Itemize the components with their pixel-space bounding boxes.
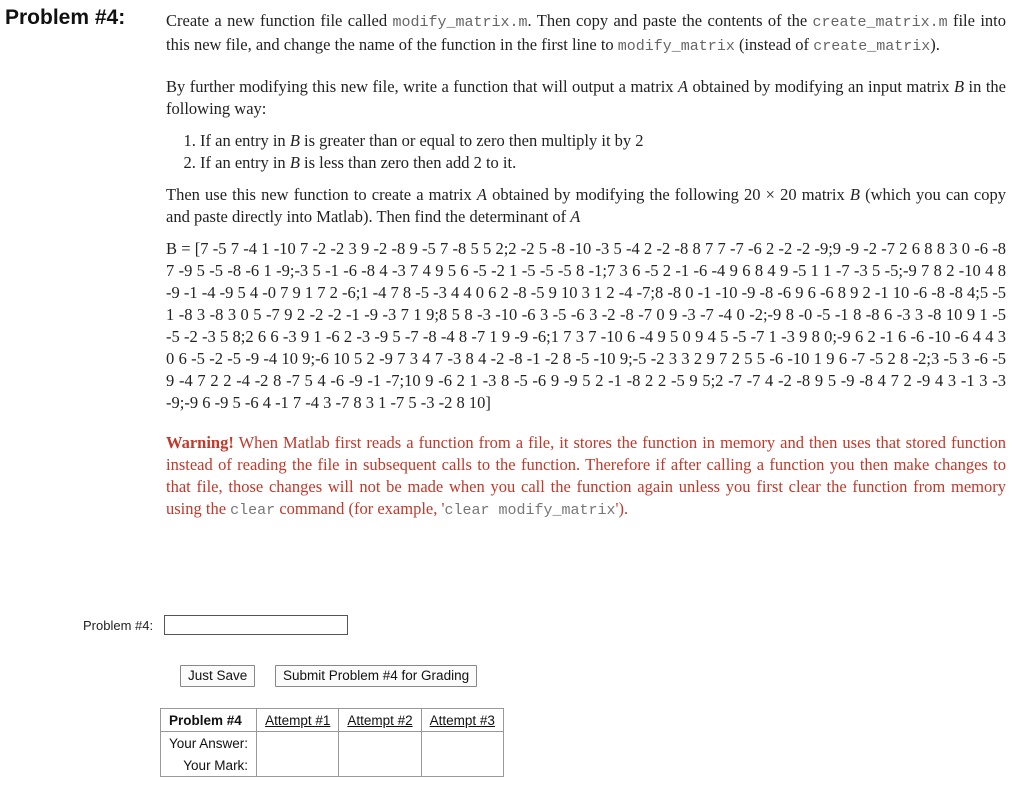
your-mark-label: Your Mark: <box>161 754 257 777</box>
warning-paragraph: Warning! When Matlab first reads a function from a file, it stores the function in memory and then uses that stored function instead of reading the file in subsequent calls to the function. Therefore if after calling a function you then make changes to that file, those changes will not be made when you call the function again unless you first clear the function from memory using the clear command (for example, 'clear modify_matrix'). <box>166 433 1006 519</box>
rule-item: 1. If an entry in B is greater than or equal to zero then multiply it by 2 <box>200 130 1006 152</box>
code-modify-matrix: modify_matrix <box>617 38 735 55</box>
attempts-table <box>160 708 504 777</box>
attempt-3-answer <box>421 732 503 755</box>
problem-statement <box>166 10 1006 522</box>
rules-list <box>166 130 1006 174</box>
code-clear: clear <box>230 502 276 519</box>
answer-label: Problem #4: <box>83 618 154 633</box>
code-create-matrix: create_matrix <box>813 38 931 55</box>
submit-for-grading-button[interactable]: Submit Problem #4 for Grading <box>275 665 477 687</box>
just-save-button[interactable]: Just Save <box>180 665 255 687</box>
attempt-1-link[interactable]: Attempt #1 <box>265 712 331 728</box>
code-modify-matrix-file: modify_matrix.m <box>392 14 528 31</box>
code-clear-example: clear modify_matrix <box>444 502 616 519</box>
attempt-2-answer <box>339 732 421 755</box>
problem-title: Problem #4: <box>5 6 126 29</box>
intro-paragraph: Create a new function file called modify_matrix.m. Then copy and paste the contents of the create_matrix.m file into this new file, and change the name of the function in the first line to modify_matrix (instead of create_matrix). <box>166 11 1006 55</box>
instructions-paragraph: By further modifying this new file, write a function that will output a matrix A obtained by modifying an input matrix B in the following way: <box>166 77 1006 118</box>
attempts-header: Problem #4 <box>161 709 257 732</box>
warning-label: Warning! <box>166 433 234 452</box>
rule-item: 2. If an entry in B is less than zero then add 2 to it. <box>200 152 1006 174</box>
code-create-matrix-file: create_matrix.m <box>812 14 948 31</box>
attempt-2-link[interactable]: Attempt #2 <box>347 712 413 728</box>
matrix-b-text: B = [7 -5 7 -4 1 -10 7 -2 -2 3 9 -2 -8 9 -5 7 -8 5 5 2;2 -2 5 -8 -10 -3 5 -4 2 -2 -8 8 7 7 -7 -6 2 -2 -2 -9;9 -9 -2 -7 2 6 8 8 3 0 -6 -8 7 -9 5 -5 -8 -6 1 -9;-3 5 -1 -6 -8 4 -3 7 4 9 5 6 -5 -2 1 -5 -5 -5 8 -1;7 3 6 -5 2 -1 -6 -4 9 6 8 4 9 -5 1 1 -7 -3 5 -5;-9 7 8 2 -10 4 8 -9 -1 -4 -9 5 4 -0 7 9 1 7 2 -6;1 -4 7 8 -5 -3 4 4 0 6 2 -8 -5 9 10 3 1 2 -4 -7;8 -8 0 -1 -10 -9 -8 -6 9 6 -6 8 9 2 -1 10 -6 -8 -8 4;5 -5 1 -8 3 -8 3 0 5 -7 9 2 -2 -2 -1 -9 -3 7 1 9;8 5 8 -3 -10 -6 3 -5 -6 3 -2 -8 -7 0 9 -3 -7 -4 0 -2;-9 8 -0 -5 -1 8 -8 6 -3 3 -8 10 9 1 -5 -5 -2 -3 5 8;2 6 6 -3 9 1 -6 2 -3 -9 5 -7 -8 -4 8 -7 1 9 -9 -6;1 7 3 7 -10 6 -4 9 5 0 9 4 5 -5 -7 1 -3 9 8 0;-9 6 2 -1 6 -6 -10 -6 4 4 3 0 6 -5 -2 -5 -9 -4 10 9;-6 10 5 2 -9 7 3 4 7 -3 8 4 -2 -8 -1 -2 8 -5 -10 9;-5 -2 3 3 2 9 7 2 5 5 -6 -10 1 9 6 -7 -5 2 8 -2;3 -5 3 -6 -5 9 -4 7 2 2 -4 -2 8 -7 5 4 -6 -9 -1 -7;10 9 -6 2 1 -3 8 -5 -6 9 -9 5 2 -1 -8 2 2 -5 9 5;2 -7 -7 4 -2 -8 9 5 -9 -8 4 7 2 -9 4 3 -1 3 -3 -9;-9 6 -9 5 -6 4 -1 7 -4 3 -7 8 3 1 -7 5 -3 -2 8 10] <box>166 239 1006 412</box>
attempt-3-link[interactable]: Attempt #3 <box>429 712 495 728</box>
attempt-1-answer <box>257 732 339 755</box>
task-paragraph: Then use this new function to create a matrix A obtained by modifying the following 20 × 20 matrix B (which you can copy and paste directly into Matlab). Then find the determinant of A <box>166 185 1006 226</box>
attempt-2-mark <box>339 754 421 777</box>
your-answer-label: Your Answer: <box>161 732 257 755</box>
attempt-1-mark <box>257 754 339 777</box>
answer-input[interactable] <box>164 615 348 635</box>
attempt-3-mark <box>421 754 503 777</box>
